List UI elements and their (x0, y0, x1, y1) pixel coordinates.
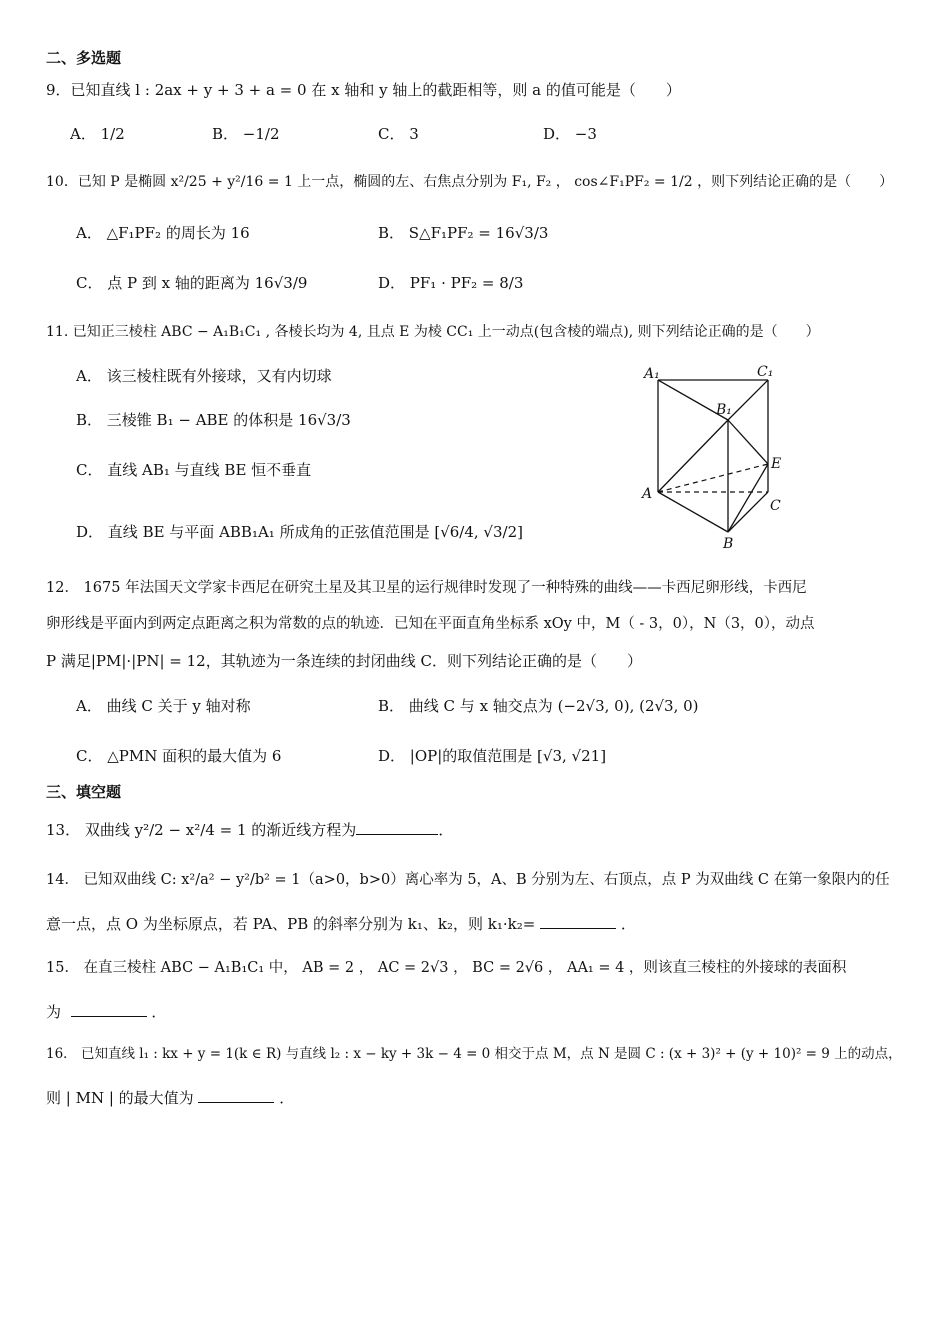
q11-option-b: B． 三棱锥 B₁ − ABE 的体积是 16√3/3 (76, 411, 351, 429)
q12-option-b: B． 曲线 C 与 x 轴交点为 (−2√3, 0), (2√3, 0) (378, 697, 699, 715)
q15-end: ． (151, 1003, 167, 1021)
q12-line3: P 满足|PM|·|PN| = 12，其轨迹为一条连续的封闭曲线 C．则下列结论正确的是（ ） (46, 652, 642, 670)
q13-stem: 13． 双曲线 y²/2 − x²/4 = 1 的渐近线方程为 (46, 821, 357, 839)
q10-option-b: B． S△F₁PF₂ = 16√3/3 (378, 224, 549, 242)
q16-line1: 16． 已知直线 l₁ : kx + y = 1(k ∈ R) 与直线 l₂ : x − ky + 3k − 4 = 0 相交于点 M，点 N 是圆 C : (x + 3)² + (y + 10)² = 9 上的动点， (46, 1046, 902, 1062)
q14-line1: 14． 已知双曲线 C: x²/a² − y²/b² = 1（a>0，b>0）离心率为 5，A、B 分别为左、右顶点，点 P 为双曲线 C 在第一象限内的任 (46, 872, 890, 888)
q14-end: ． (620, 915, 636, 933)
q15-line1: 15． 在直三棱柱 ABC − A₁B₁C₁ 中， AB = 2 ， AC = 2√3 ， BC = 2√6 ， AA₁ = 4 ，则该直三棱柱的外接球的表面积 (46, 960, 847, 976)
q15-line2: 为 (46, 1003, 62, 1021)
q14-row2 (46, 914, 636, 934)
segment-b1-e (728, 420, 768, 464)
q13-answer-blank[interactable] (356, 820, 438, 835)
q11-option-c: C． 直线 AB₁ 与直线 BE 恒不垂直 (76, 461, 312, 479)
label-a: A (642, 486, 653, 502)
q10-option-d: D． PF₁ · PF₂ = 8/3 (378, 274, 524, 292)
edge-a-b (658, 492, 728, 532)
q14-answer-blank[interactable] (540, 914, 616, 929)
q11-option-a: A． 该三棱柱既有外接球，又有内切球 (76, 367, 332, 385)
q13-end: ． (438, 821, 454, 839)
q15-answer-blank[interactable] (71, 1002, 147, 1017)
label-b: B (723, 536, 734, 550)
q11-option-d: D． 直线 BE 与平面 ABB₁A₁ 所成角的正弦值范围是 [√6/4, √3/2] (76, 523, 523, 541)
q9-option-b: B． −1/2 (212, 125, 280, 143)
q10-option-c: C． 点 P 到 x 轴的距离为 16√3/9 (76, 274, 308, 292)
q16-row2 (46, 1088, 294, 1108)
q9-option-c: C． 3 (378, 125, 419, 143)
q16-line2: 则 | MN | 的最大值为 (46, 1089, 194, 1107)
label-e: E (771, 456, 782, 472)
label-b1: B₁ (716, 402, 732, 418)
q14-line2: 意一点，点 O 为坐标原点，若 PA、PB 的斜率分别为 k₁、k₂，则 k₁·k₂= (46, 915, 536, 933)
label-a1: A₁ (644, 366, 660, 382)
q15-row2 (46, 1002, 166, 1022)
q9-option-a: A． 1/2 (70, 125, 125, 143)
prism-figure (630, 360, 800, 550)
q16-answer-blank[interactable] (198, 1088, 274, 1103)
q10-stem: 10．已知 P 是椭圆 x²/25 + y²/16 = 1 上一点，椭圆的左、右焦点分别为 F₁, F₂ ， cos∠F₁PF₂ = 1/2 ，则下列结论正确的是（ ） (46, 174, 894, 190)
q9-option-d: D． −3 (543, 125, 597, 143)
section-fill-title: 三、填空题 (46, 783, 122, 801)
edge-b1-c1 (728, 380, 768, 420)
section-multi-title: 二、多选题 (46, 49, 122, 67)
q10-option-a: A． △F₁PF₂ 的周长为 16 (76, 224, 250, 242)
segment-a-b1 (658, 420, 728, 492)
q12-option-d: D． |OP|的取值范围是 [√3, √21] (378, 747, 607, 765)
q12-option-c: C． △PMN 面积的最大值为 6 (76, 747, 282, 765)
q16-end: ． (279, 1089, 295, 1107)
segment-a-e-hidden (658, 464, 768, 492)
q9-stem: 9．已知直线 l : 2ax + y + 3 + a = 0 在 x 轴和 y 轴上的截距相等，则 a 的值可能是（ ） (46, 81, 681, 99)
q12-option-a: A． 曲线 C 关于 y 轴对称 (76, 697, 251, 715)
q12-line1: 12． 1675 年法国天文学家卡西尼在研究土星及其卫星的运行规律时发现了一种特殊的曲线——卡西尼卵形线，卡西尼 (46, 580, 807, 596)
label-c1: C₁ (757, 364, 774, 380)
q11-stem: 11. 已知正三棱柱 ABC − A₁B₁C₁ , 各棱长均为 4, 且点 E 为棱 CC₁ 上一动点(包含棱的端点), 则下列结论正确的是（ ） (46, 324, 820, 340)
label-c: C (770, 498, 781, 514)
q12-line2: 卵形线是平面内到两定点距离之积为常数的点的轨迹．已知在平面直角坐标系 xOy 中，M（ - 3，0），N（3，0），动点 (46, 616, 815, 632)
q13-row (46, 820, 453, 840)
